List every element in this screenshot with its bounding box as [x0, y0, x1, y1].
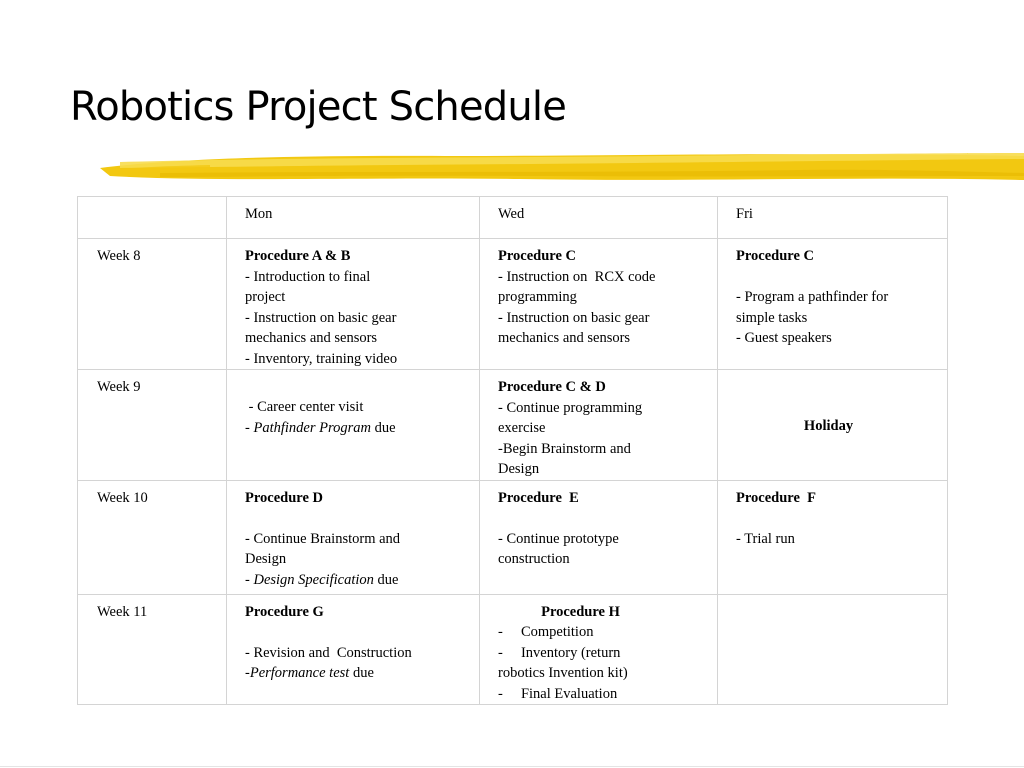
task-line: construction	[498, 551, 570, 567]
week9-fri-cell	[718, 370, 948, 481]
task-line	[245, 508, 471, 529]
week10-mon-cell	[227, 480, 480, 594]
highlighter-brush-stroke	[100, 146, 1024, 188]
task-line: - Inventory, training video	[245, 350, 398, 367]
task-prefix: -	[245, 419, 254, 436]
procedure-title: Procedure F	[736, 489, 816, 506]
task-line: - Guest speakers	[736, 330, 832, 346]
procedure-title: Procedure H	[541, 603, 620, 620]
week9-wed-cell	[480, 370, 718, 481]
task-line: - Revision and Construction	[245, 644, 412, 661]
task-line: programming	[498, 289, 577, 305]
slide-title: Robotics Project Schedule	[70, 84, 567, 130]
week9-mon-cell	[227, 370, 480, 481]
table-row	[78, 239, 948, 370]
task-line: Design	[245, 551, 287, 567]
week11-fri-cell	[718, 594, 948, 705]
week-label: Week 10	[78, 480, 227, 594]
task-line: - Continue Brainstorm and	[245, 530, 401, 547]
task-line: mechanics and sensors	[245, 330, 378, 346]
header-mon: Mon	[227, 197, 480, 239]
task-line: mechanics and sensors	[498, 330, 631, 346]
procedure-title: Procedure C	[498, 248, 576, 264]
procedure-title: Procedure D	[245, 489, 323, 506]
week8-wed-cell	[480, 239, 718, 370]
task-line: -Begin Brainstorm and	[498, 440, 631, 457]
task-line: - Competition	[498, 624, 594, 640]
procedure-title: Procedure C & D	[498, 379, 606, 395]
task-prefix: -	[245, 571, 254, 588]
week-label: Week 8	[78, 239, 227, 370]
task-line	[736, 267, 939, 288]
week8-mon-cell	[227, 239, 480, 370]
task-line: - Instruction on RCX code	[498, 268, 656, 285]
task-line: project	[245, 289, 286, 305]
week-label: Week 9	[78, 370, 227, 481]
header-empty-cell	[78, 197, 227, 239]
task-line: - Instruction on basic gear	[498, 309, 650, 326]
procedure-title: Procedure E	[498, 489, 579, 506]
procedure-title: Procedure C	[736, 248, 814, 264]
week10-fri-cell	[718, 480, 948, 594]
task-line: exercise	[498, 420, 546, 436]
header-wed: Wed	[480, 197, 718, 239]
task-line: - Continue programming	[498, 399, 643, 416]
task-line: - Continue prototype	[498, 530, 619, 547]
table-row	[78, 480, 948, 594]
deliverable-name: Performance test	[249, 665, 350, 681]
task-line	[498, 508, 709, 529]
task-line: - Career center visit	[245, 399, 364, 415]
header-row	[78, 197, 948, 239]
task-line: - Introduction to final	[245, 268, 371, 285]
table-row	[78, 370, 948, 481]
week-label: Week 11	[78, 594, 227, 705]
task-prefix: -	[245, 665, 250, 681]
task-line: - Final Evaluation	[498, 685, 618, 702]
procedure-title: Procedure A & B	[245, 248, 351, 264]
procedure-title: Procedure G	[245, 603, 324, 620]
week11-mon-cell	[227, 594, 480, 705]
week8-fri-cell	[718, 239, 948, 370]
week10-wed-cell	[480, 480, 718, 594]
task-line: - Inventory (return	[498, 644, 621, 661]
due-suffix: due	[373, 571, 399, 588]
table-row	[78, 594, 948, 705]
task-line-due	[245, 570, 471, 591]
schedule-table	[77, 196, 948, 705]
week11-wed-cell	[480, 594, 718, 705]
task-line: Design	[498, 461, 540, 477]
header-fri: Fri	[718, 197, 948, 239]
due-suffix: due	[349, 665, 374, 681]
task-line	[245, 622, 471, 643]
due-suffix: due	[370, 419, 396, 436]
task-line-due	[245, 663, 471, 684]
task-line: - Trial run	[736, 530, 795, 547]
task-line: - Program a pathfinder for	[736, 289, 889, 305]
deliverable-name: Pathfinder Program	[253, 419, 371, 436]
task-line: robotics Invention kit)	[498, 665, 628, 681]
task-line: simple tasks	[736, 309, 808, 326]
task-line: - Instruction on basic gear	[245, 309, 397, 326]
task-line	[736, 508, 939, 529]
deliverable-name: Design Specification	[253, 571, 374, 588]
task-line-due	[245, 418, 471, 439]
footer-divider	[0, 766, 1024, 767]
holiday-label: Holiday	[803, 418, 854, 434]
